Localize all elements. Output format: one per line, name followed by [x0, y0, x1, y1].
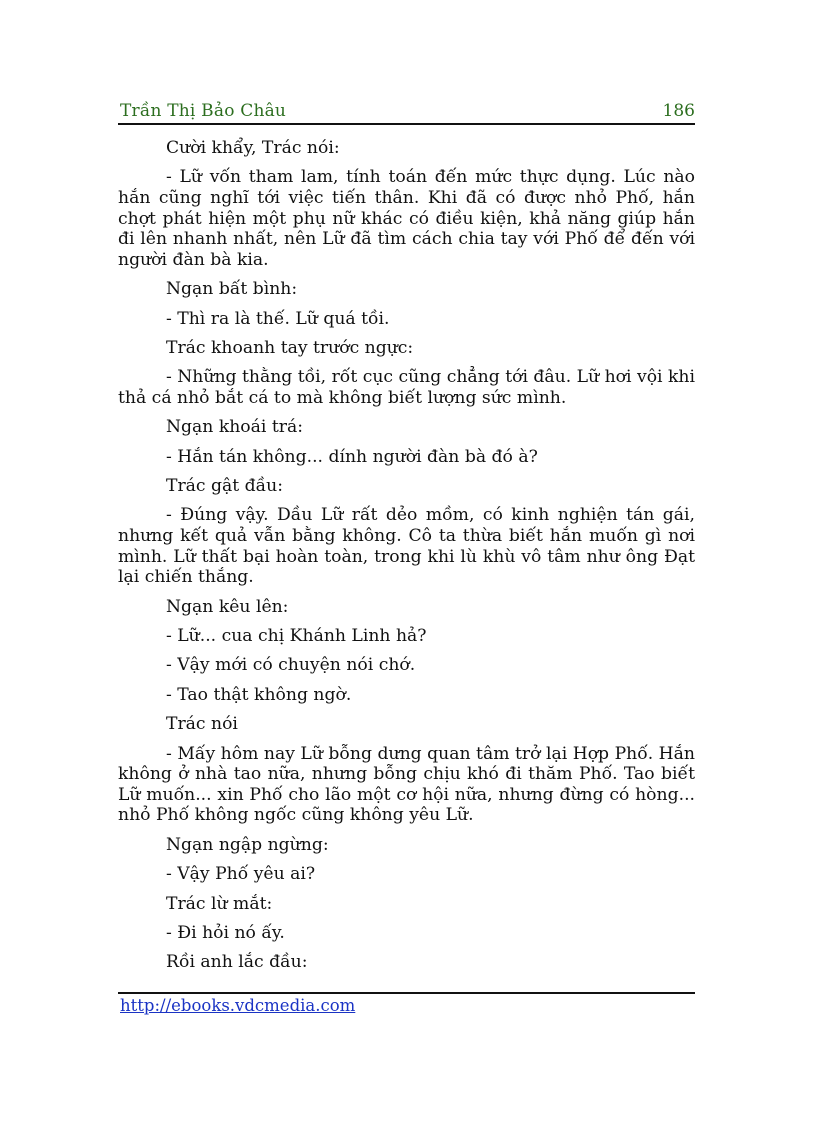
paragraph: - Hắn tán không... dính người đàn bà đó à?	[166, 446, 538, 467]
paragraph: Trác khoanh tay trước ngực:	[166, 337, 414, 358]
paragraph: Ngạn bất bình:	[166, 279, 298, 300]
paragraph: - Đi hỏi nó ấy.	[166, 922, 285, 943]
paragraph: - Tao thật không ngờ.	[166, 684, 352, 705]
page-header	[118, 101, 695, 123]
footer-url-link[interactable]: http://ebooks.vdcmedia.com	[120, 996, 356, 1015]
paragraph: Rồi anh lắc đầu:	[166, 952, 308, 973]
footer-divider	[118, 992, 695, 994]
paragraph: Trác nói	[166, 714, 238, 735]
header-author: Trần Thị Bảo Châu	[120, 101, 287, 121]
paragraph: - Đúng vậy. Dầu Lữ rất dẻo mồm, có kinh nghiện tán gái, nhưng kết quả vẫn bằng không. Cô ta thừa biết hắn muốn gì nơi mình. Lữ thất bại hoàn toàn, trong khi lù khù vô tâm như ông Đạt lại chiến thắng.	[118, 505, 695, 588]
document-page	[118, 0, 695, 1123]
paragraph: - Những thằng tồi, rốt cục cũng chẳng tới đâu. Lữ hơi vội khi thả cá nhỏ bắt cá to mà không biết lượng sức mình.	[118, 367, 695, 408]
paragraph: - Vậy Phố yêu ai?	[166, 864, 316, 885]
paragraph: - Lữ... cua chị Khánh Linh hả?	[166, 626, 427, 647]
header-divider	[118, 123, 695, 125]
body-text	[118, 138, 695, 982]
paragraph: Ngạn kêu lên:	[166, 596, 289, 617]
paragraph: Ngạn khoái trá:	[166, 417, 304, 438]
paragraph: - Vậy mới có chuyện nói chớ.	[166, 655, 416, 676]
paragraph: Ngạn ngập ngừng:	[166, 834, 329, 855]
paragraph: - Lữ vốn tham lam, tính toán đến mức thực dụng. Lúc nào hắn cũng nghĩ tới việc tiến thân. Khi đã có được nhỏ Phố, hắn chợt phát hiện một phụ nữ khác có điều kiện, khả năng giúp hắn đi lên nhanh nhất, nên Lữ đã tìm cách chia tay với Phố để đến với người đàn bà kia.	[118, 167, 695, 270]
paragraph: Trác lừ mắt:	[166, 893, 273, 914]
paragraph: - Thì ra là thế. Lữ quá tồi.	[166, 308, 390, 329]
paragraph: - Mấy hôm nay Lữ bỗng dưng quan tâm trở lại Hợp Phố. Hắn không ở nhà tao nữa, nhưng bỗng chịu khó đi thăm Phố. Tao biết Lữ muốn... xin Phố cho lão một cơ hội nữa, nhưng đừng có hòng... nhỏ Phố không ngốc cũng không yêu Lữ.	[118, 743, 695, 826]
header-page-number: 186	[662, 101, 695, 121]
paragraph: Trác gật đầu:	[166, 476, 284, 497]
paragraph: Cười khẩy, Trác nói:	[166, 138, 340, 158]
